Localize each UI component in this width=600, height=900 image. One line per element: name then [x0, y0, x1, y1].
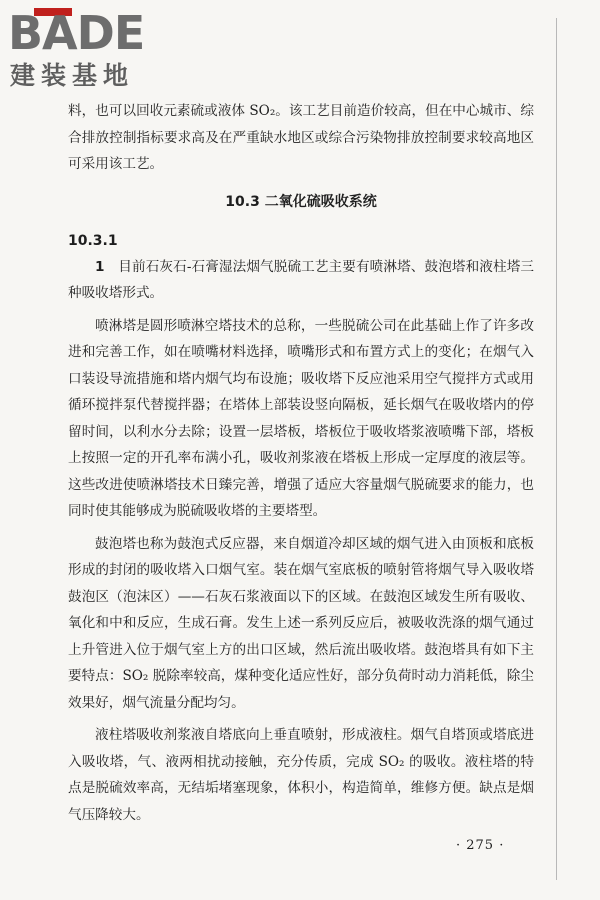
logo-subtitle: 建装基地: [10, 61, 135, 90]
intro-paragraph: 料，也可以回收元素硫或液体 SO₂。该工艺目前造价较高，但在中心城市、综合排放控制指标要求高及在严重缺水地区或综合污染物排放控制要求较高地区可采用该工艺。: [68, 103, 534, 172]
item-text: 目前石灰石-石膏湿法烟气脱硫工艺主要有喷淋塔、鼓泡塔和液柱塔三种吸收塔形式。: [68, 258, 535, 301]
paragraph-liquid-column-tower: 液柱塔吸收剂浆液自塔底向上垂直喷射，形成液柱。烟气自塔顶或塔底进入吸收塔，气、液两相扰动接触，充分传质，完成 SO₂ 的吸收。液柱塔的特点是脱硫效率高，无结垢堵塞现象，体积小，构造简单，维修方便。缺点是烟气压降较大。: [68, 727, 534, 823]
logo-wordmark: BADE: [8, 6, 145, 60]
section-heading: 10.3 二氧化硫吸收系统: [225, 193, 377, 210]
page-number: · 275 ·: [456, 838, 505, 853]
item-number: 1: [95, 258, 105, 275]
item-paragraph: [68, 254, 534, 307]
brand-logo: [8, 8, 180, 90]
page-edge-line: [556, 18, 557, 880]
paragraph-bubble-tower: 鼓泡塔也称为鼓泡式反应器，来自烟道冷却区域的烟气进入由顶板和底板形成的封闭的吸收塔入口烟气室。装在烟气室底板的喷射管将烟气导入吸收塔鼓泡区（泡沫区）——石灰石浆液面以下的区域。在鼓泡区域发生所有吸收、氧化和中和反应，生成石膏。发生上述一系列反应后，被吸收洗涤的烟气通过上升管进入位于烟气室上方的出口区域，然后流出吸收塔。鼓泡塔具有如下主要特点：SO₂ 脱除率较高，煤种变化适应性好，部分负荷时动力消耗低，除尘效果好，烟气流量分配均匀。: [68, 535, 534, 711]
paragraph-spray-tower: 喷淋塔是圆形喷淋空塔技术的总称，一些脱硫公司在此基础上作了许多改进和完善工作，如在喷嘴材料选择，喷嘴形式和布置方式上的变化；在烟气入口装设导流措施和塔内烟气均布设施；吸收塔下反应池采用空气搅拌方式或用循环搅拌泵代替搅拌器；在塔体上部装设竖向隔板，延长烟气在吸收塔内的停留时间，以利水分去除；设置一层塔板，塔板位于吸收塔浆液喷嘴下部，塔板上按照一定的开孔率布满小孔，吸收剂浆液在塔板上形成一定厚度的液层等。这些改进使喷淋塔技术日臻完善，增强了适应大容量烟气脱硫要求的能力，也同时使其能够成为脱硫吸收塔的主要塔型。: [68, 317, 534, 519]
page-content: [68, 98, 534, 828]
subsection-number: 10.3.1: [68, 232, 118, 249]
